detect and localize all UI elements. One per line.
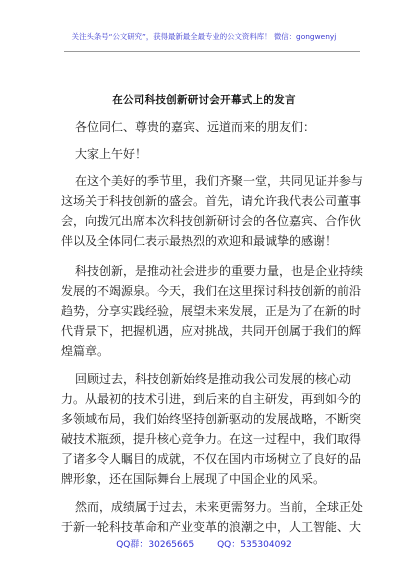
footer-qq: QQ：535304092 xyxy=(217,540,292,550)
footer-qq-group: QQ群：30265665 xyxy=(116,540,195,550)
body-line: 伴以及全体同仁表示最热烈的欢迎和最诚挚的感谢！ xyxy=(61,234,338,248)
body-line: 代背景下，把握机遇，应对挑战，共同开创属于我们的辉 xyxy=(61,324,362,338)
body-line: 力。从最初的技术引进，到后来的自主研发，再到如今的 xyxy=(61,392,362,406)
body-line: 于新一轮科技革命和产业变革的浪潮之中，人工智能、大 xyxy=(61,520,362,534)
body-line: 发展的不竭源泉。今天，我们在这里探讨科技创新的前沿 xyxy=(61,284,362,298)
body-line: 这场关于科技创新的盛会。首先，请允许我代表公司董事 xyxy=(61,194,362,208)
header-divider xyxy=(64,51,360,52)
body-line: 然而，成绩属于过去，未来更需努力。当前，全球正处 xyxy=(75,500,364,514)
header-promo-note: 关注头条号“公文研究”，获得最新最全最专业的公文资料库！ 微信：gongwenyj xyxy=(71,32,337,41)
body-line: 趋势，分享实践经验，展望未来发展，正是为了在新的时 xyxy=(61,304,362,318)
body-line: 各位同仁、尊贵的嘉宾、远道而来的朋友们： xyxy=(75,120,316,134)
footer-contact xyxy=(0,537,408,550)
body-line: 回顾过去，科技创新始终是推动我公司发展的核心动 xyxy=(75,372,352,386)
body-line: 多领域布局，我们始终坚持创新驱动的发展战略，不断突 xyxy=(61,412,362,426)
body-line: 破技术瓶颈，提升核心竞争力。在这一过程中，我们取得 xyxy=(61,432,362,446)
body-line: 科技创新，是推动社会进步的重要力量，也是企业持续 xyxy=(75,264,364,278)
body-line: 煌篇章。 xyxy=(61,344,110,358)
body-line: 在这个美好的季节里，我们齐聚一堂，共同见证并参与 xyxy=(75,174,364,188)
document-title: 在公司科技创新研讨会开幕式上的发言 xyxy=(112,94,296,106)
body-line: 会，向拨冗出席本次科技创新研讨会的各位嘉宾、合作伙 xyxy=(61,214,362,228)
body-line: 了诸多令人瞩目的成就，不仅在国内市场树立了良好的品 xyxy=(61,452,362,466)
body-line: 牌形象，还在国际舞台上展现了中国企业的风采。 xyxy=(61,472,326,486)
body-line: 大家上午好！ xyxy=(75,147,148,161)
